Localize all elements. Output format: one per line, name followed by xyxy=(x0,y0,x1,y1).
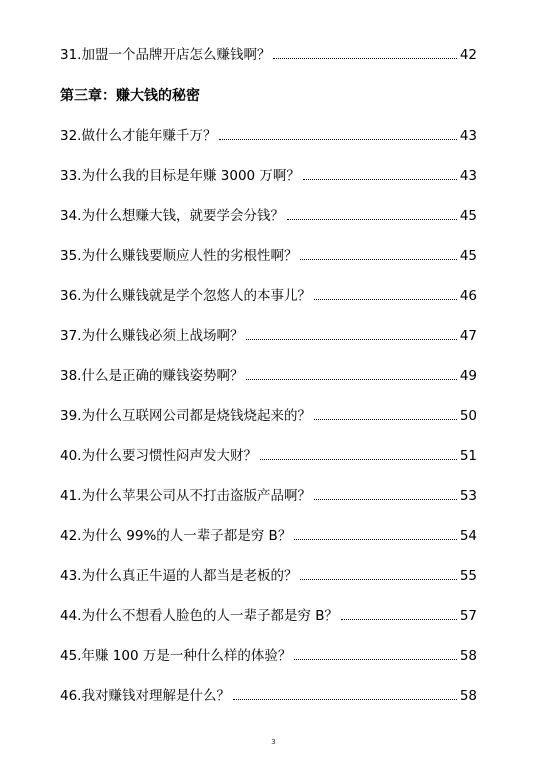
toc-entry[interactable] xyxy=(60,161,477,185)
toc-entry-page: 50 xyxy=(459,408,477,424)
toc-entry[interactable] xyxy=(60,361,477,385)
toc-entry-title: 43.为什么真正牛逼的人都当是老板的？ xyxy=(60,568,298,584)
toc-entry-title: 45.年赚 100 万是一种什么样的体验？ xyxy=(60,648,292,664)
toc-leader-dots xyxy=(300,259,456,260)
toc-entry[interactable] xyxy=(60,401,477,425)
toc-leader-dots xyxy=(314,299,457,300)
toc-entry-page: 55 xyxy=(459,568,477,584)
toc-entry-page: 51 xyxy=(459,448,477,464)
toc-entry[interactable] xyxy=(60,521,477,545)
toc-leader-dots xyxy=(314,499,457,500)
toc-leader-dots xyxy=(341,619,457,620)
toc-entry-page: 47 xyxy=(459,328,477,344)
toc-entry-page: 45 xyxy=(459,248,477,264)
toc-entry-page: 49 xyxy=(459,368,477,384)
toc-entry-page: 58 xyxy=(459,688,477,704)
toc-entry[interactable] xyxy=(60,481,477,505)
toc-leader-dots xyxy=(294,659,456,660)
page-number: 3 xyxy=(271,738,276,746)
toc-entry[interactable] xyxy=(60,441,477,465)
toc-entry[interactable] xyxy=(60,121,477,145)
toc-leader-dots xyxy=(246,339,456,340)
toc-entry[interactable] xyxy=(60,601,477,625)
toc-entry[interactable] xyxy=(60,681,477,705)
toc-entry-title: 31.加盟一个品牌开店怎么赚钱啊？ xyxy=(60,47,271,63)
toc-entry-title: 39.为什么互联网公司都是烧钱烧起来的？ xyxy=(60,408,311,424)
toc-entry-page: 43 xyxy=(459,168,477,184)
toc-entry-title: 41.为什么苹果公司从不打击盗版产品啊？ xyxy=(60,488,311,504)
toc-entry-title: 36.为什么赚钱就是学个忽悠人的本事儿？ xyxy=(60,288,311,304)
toc-entry[interactable] xyxy=(60,321,477,345)
toc-entry-title: 40.为什么要习惯性闷声发大财？ xyxy=(60,448,257,464)
toc-entry[interactable] xyxy=(60,281,477,305)
toc-entry-title: 37.为什么赚钱必须上战场啊？ xyxy=(60,328,244,344)
toc-entry-page: 46 xyxy=(459,288,477,304)
toc-entry-title: 44.为什么不想看人脸色的人一辈子都是穷 B？ xyxy=(60,608,339,624)
toc-entry-title: 46.我对赚钱对理解是什么？ xyxy=(60,688,230,704)
toc-leader-dots xyxy=(314,419,457,420)
toc-entry-page: 45 xyxy=(459,208,477,224)
toc-entry[interactable] xyxy=(60,40,477,64)
toc-entry-title: 33.为什么我的目标是年赚 3000 万啊？ xyxy=(60,168,300,184)
toc-leader-dots xyxy=(300,579,456,580)
toc-entry-page: 43 xyxy=(459,128,477,144)
toc-entry-title: 38.什么是正确的赚钱姿势啊？ xyxy=(60,368,244,384)
toc-entry[interactable] xyxy=(60,561,477,585)
toc-entry-page: 42 xyxy=(459,47,477,63)
toc-leader-dots xyxy=(303,179,457,180)
toc-leader-dots xyxy=(294,539,456,540)
toc-entry-page: 53 xyxy=(459,488,477,504)
toc-leader-dots xyxy=(246,379,456,380)
toc-entry-title: 42.为什么 99%的人一辈子都是穷 B？ xyxy=(60,528,292,544)
toc-entry-title: 32.做什么才能年赚千万？ xyxy=(60,128,217,144)
toc-entry[interactable] xyxy=(60,641,477,665)
toc-entry-page: 54 xyxy=(459,528,477,544)
toc-leader-dots xyxy=(260,459,457,460)
toc-entry-title: 35.为什么赚钱要顺应人性的劣根性啊？ xyxy=(60,248,298,264)
toc-entry[interactable] xyxy=(60,241,477,265)
chapter-heading: 第三章：赚大钱的秘密 xyxy=(60,88,200,104)
toc-leader-dots xyxy=(219,139,456,140)
toc-entry-page: 57 xyxy=(459,608,477,624)
toc-leader-dots xyxy=(233,699,457,700)
toc-leader-dots xyxy=(287,219,457,220)
toc-entry[interactable] xyxy=(60,201,477,225)
toc-entry-title: 34.为什么想赚大钱，就要学会分钱？ xyxy=(60,208,284,224)
toc-leader-dots xyxy=(273,58,456,59)
toc-entry-page: 58 xyxy=(459,648,477,664)
